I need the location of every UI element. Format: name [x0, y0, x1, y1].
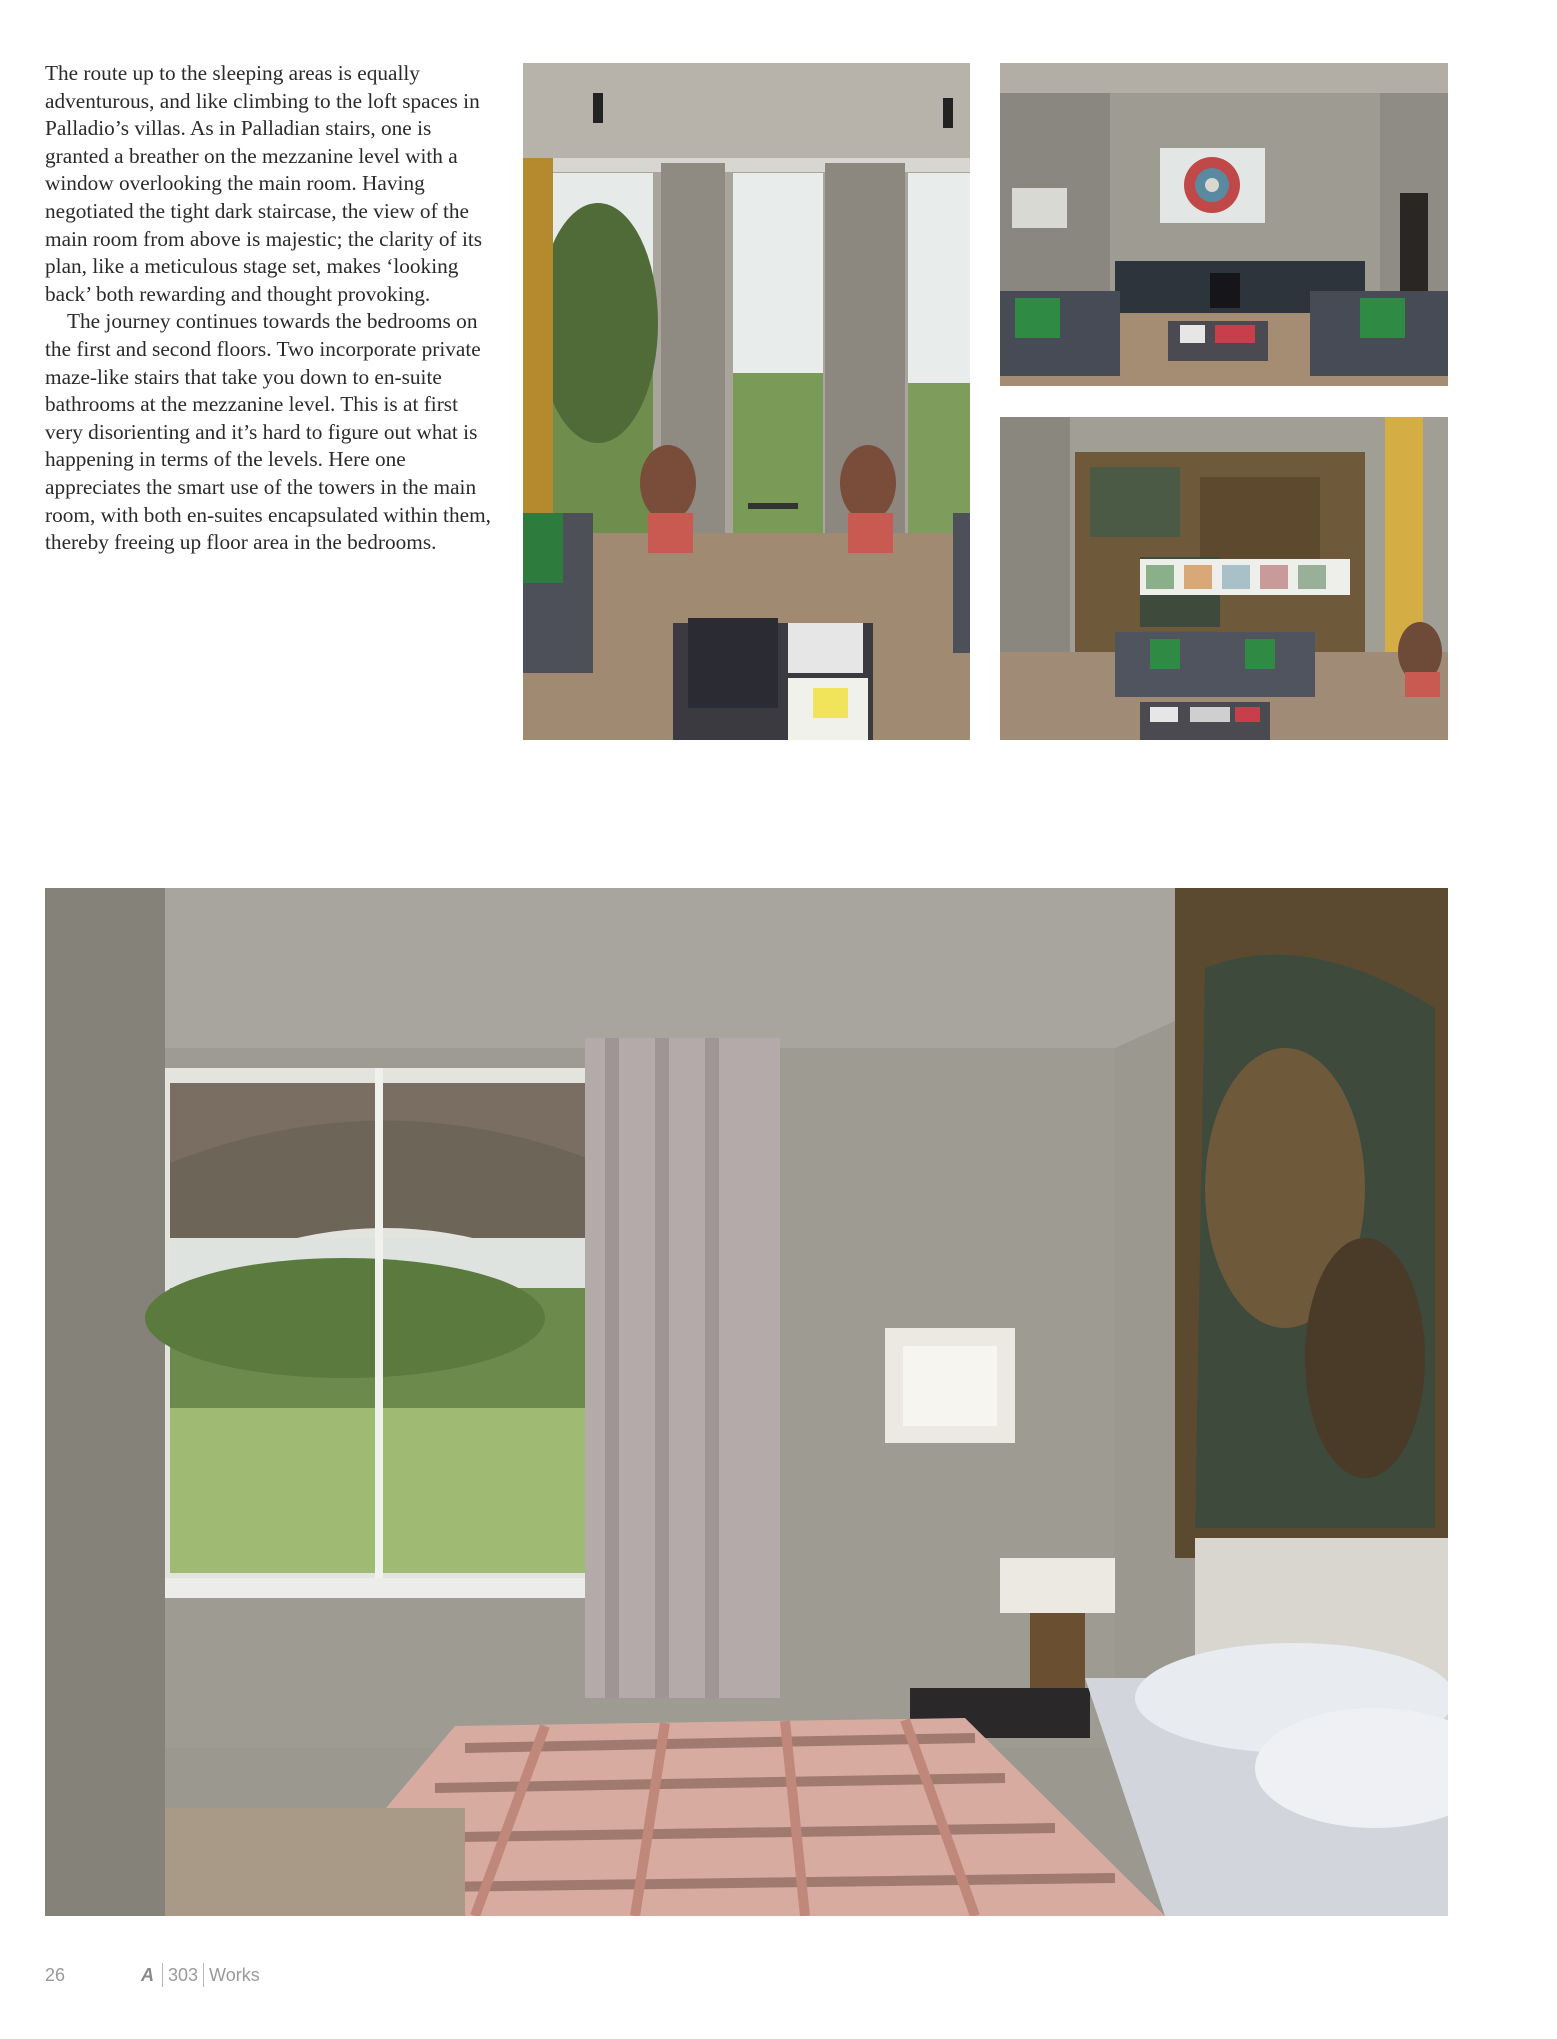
article-body [45, 60, 500, 557]
section-name: Works [209, 1964, 260, 1985]
photo-main-room-fireplace [1000, 63, 1448, 386]
photo-tapestry-sofa [1000, 417, 1448, 740]
page-footer [45, 1963, 260, 1987]
paragraph-2: The journey continues towards the bedrooms on the first and second floors. Two incorporate private maze-like stairs that take you down to en-suite bathrooms at the mezzanine level. This is at first very disorienting and it’s hard to figure out what is happening in terms of the levels. Here one appreciates the smart use of the towers in the main room, with both en-suites encapsulated within them, thereby freeing up floor area in the bedrooms. [45, 309, 491, 555]
photo-living-room-windows [523, 63, 970, 740]
footer-divider [203, 1963, 204, 1987]
photo-bedroom [45, 888, 1448, 1916]
magazine-logo-icon: A [141, 1964, 153, 1985]
issue-number: 303 [168, 1964, 199, 1985]
footer-divider [162, 1963, 163, 1987]
paragraph-1: The route up to the sleeping areas is equally adventurous, and like climbing to the loft spaces in Palladio’s villas. As in Palladian stairs, one is granted a breather on the mezzanine level with a window overlooking the main room. Having negotiated the tight dark staircase, the view of the main room from above is majestic; the clarity of its plan, like a meticulous stage set, makes ‘looking back’ both rewarding and thought provoking. [45, 61, 483, 306]
page-number: 26 [45, 1964, 66, 1985]
